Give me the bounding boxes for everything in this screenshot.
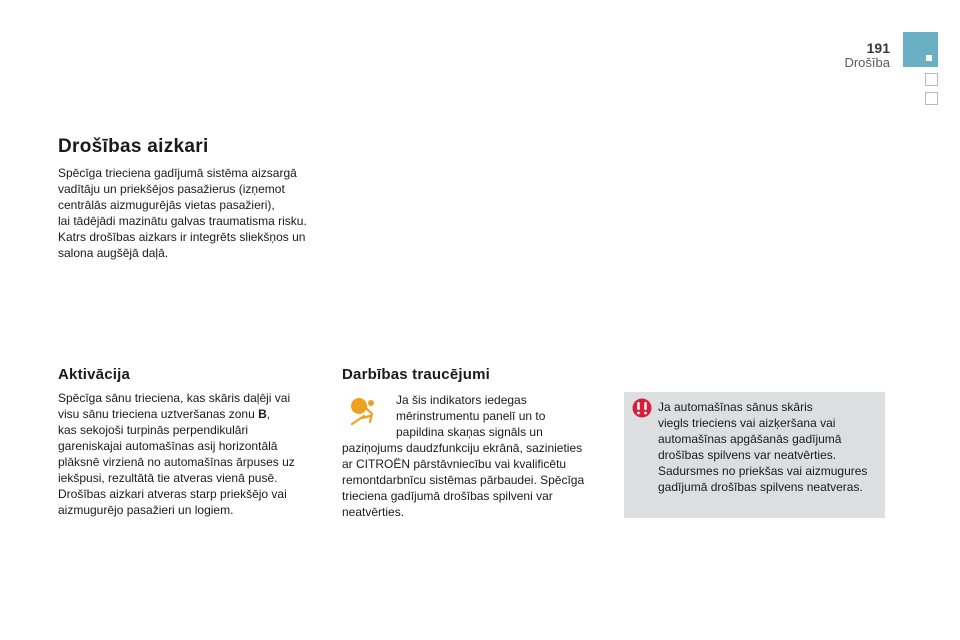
section-tab-empty-2[interactable] (925, 92, 938, 105)
activation-heading: Aktivācija (58, 366, 131, 383)
page-title: Drošības aizkari (58, 136, 209, 157)
zone-b-label: B (258, 407, 267, 421)
activation-text-part2: , kas sekojoši turpinās perpendikulāri gareniskajai automašīnas asij horizontālā plāksnē virzienā no automašīnas ārpuses uz iekšpusi, rezultātā tie atveras vienā pusē. Drošības aizkari atveras starp priekšējo vai aizmugurējo pasažieri un logiem. (58, 407, 295, 517)
section-title: Drošība (844, 55, 890, 70)
malfunction-text: paziņojums daudzfunkciju ekrānā, sazinieties ar CITROËN pārstāvniecību vai kvalificētu remontdarbnīcu sistēmas pārbaudei. Spēcīga trieciena gadījumā drošības spilveni var neatvērties. (342, 441, 585, 519)
warning-text: Ja automašīnas sānus skāris viegls trieciens vai aizķeršana vai automašīnas apgāšanās gadījumā drošības spilvens var neatvērties. Sadursmes no priekšas vai aizmugures gadījumā drošības spilvens neatveras. (658, 400, 868, 494)
section-tab-empty-1[interactable] (925, 73, 938, 86)
section-tab[interactable] (903, 32, 938, 67)
malfunction-heading: Darbības traucējumi (342, 366, 491, 383)
intro-text: Spēcīga trieciena gadījumā sistēma aizsargā vadītāju un priekšējos pasažierus (izņemot centrālās aizmugurējās vietas pasažieri), lai tādējādi mazinātu galvas traumatisma risku. Katrs drošības aizkars ir integrēts sliekšņos un salona augšējā daļā. (58, 166, 307, 260)
tab-marker (926, 55, 932, 61)
activation-text (58, 390, 328, 518)
malfunction-text-indented: Ja šis indikators iedegas mērinstrumentu panelī un to papildina skaņas signāls un (396, 393, 546, 439)
activation-text-part1: Spēcīga sānu trieciena, kas skāris daļēji vai visu sānu trieciena uztveršanas zonu (58, 391, 291, 421)
exclamation-warning-icon (632, 398, 652, 418)
page-number: 191 (866, 40, 890, 56)
airbag-warning-icon (346, 394, 382, 430)
